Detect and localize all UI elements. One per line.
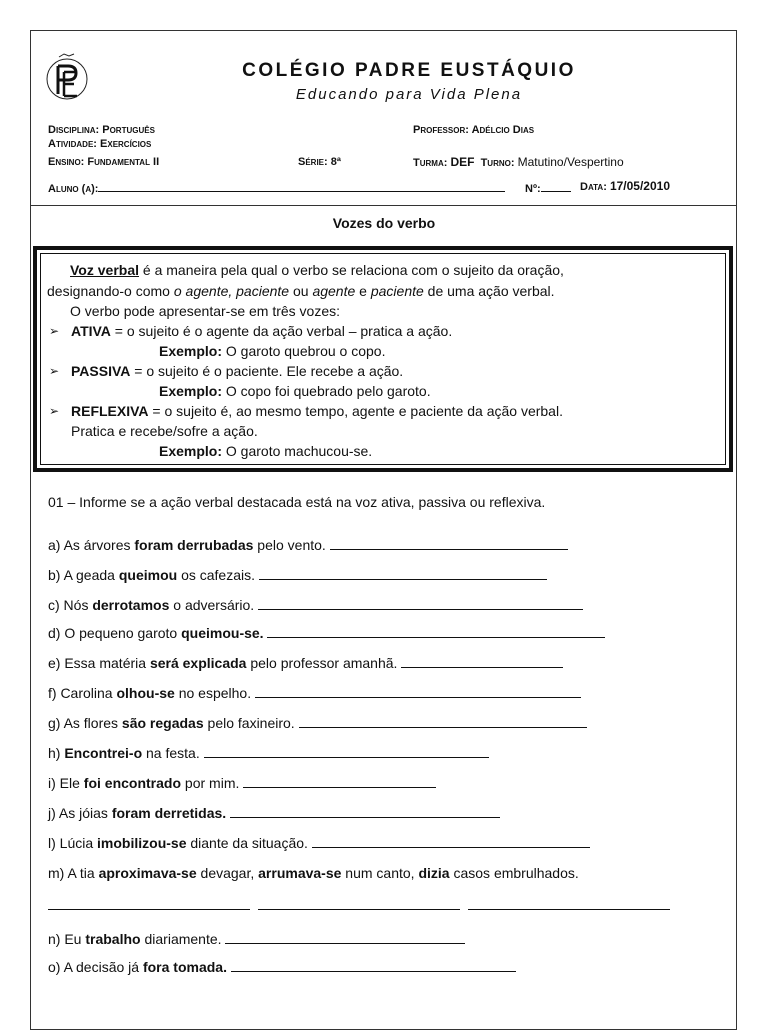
answer-blank[interactable]: [258, 897, 460, 910]
answer-blank[interactable]: [48, 897, 250, 910]
school-motto: Educando para Vida Plena: [295, 86, 523, 103]
disciplina-field: Disciplina: Português: [48, 124, 155, 136]
question-item: g) As flores são regadas pelo faxineiro.: [48, 715, 587, 731]
atividade-field: Atividade: Exercícios: [48, 138, 152, 150]
answer-blank[interactable]: [330, 537, 568, 550]
answer-blank[interactable]: [231, 959, 516, 972]
reflexiva-example: Exemplo: O garoto machucou-se.: [159, 443, 373, 459]
answer-blank[interactable]: [230, 805, 500, 818]
answer-blank[interactable]: [401, 655, 563, 668]
data-field: Data: 17/05/2010: [580, 179, 670, 193]
theory-line-1: Voz verbal é a maneira pela qual o verbo se relaciona com o sujeito da oração,: [70, 262, 564, 278]
answer-blank[interactable]: [225, 931, 465, 944]
question-item: j) As jóias foram derretidas.: [48, 805, 500, 821]
numero-field: Nº:: [525, 179, 571, 195]
answer-blank[interactable]: [312, 835, 590, 848]
professor-field: Professor: Adélcio Dias: [413, 124, 535, 136]
serie-field: Série: 8ª: [298, 156, 341, 168]
reflexiva-definition: REFLEXIVA = o sujeito é, ao mesmo tempo, agente e paciente da ação verbal.: [71, 403, 563, 419]
turma-turno-field: Turma: DEF Turno: Matutino/Vespertino: [413, 155, 624, 169]
theory-line-2: designando-o como o agente, paciente ou agente e paciente de uma ação verbal.: [47, 283, 555, 299]
answer-blank[interactable]: [267, 625, 605, 638]
question-item: d) O pequeno garoto queimou-se.: [48, 625, 605, 641]
arrow-bullet-icon: ➢: [49, 364, 60, 378]
question-item: c) Nós derrotamos o adversário.: [48, 597, 583, 613]
reflexiva-definition-cont: Pratica e recebe/sofre a ação.: [71, 423, 258, 439]
arrow-bullet-icon: ➢: [49, 324, 60, 338]
answer-blank[interactable]: [204, 745, 489, 758]
question-item: o) A decisão já fora tomada.: [48, 959, 516, 975]
answer-blank[interactable]: [468, 897, 670, 910]
answer-blank[interactable]: [299, 715, 587, 728]
header-divider: [31, 205, 736, 206]
ativa-example: Exemplo: O garoto quebrou o copo.: [159, 343, 386, 359]
answer-blank[interactable]: [243, 775, 436, 788]
answer-blank[interactable]: [258, 597, 583, 610]
aluno-field: Aluno (a):: [48, 179, 505, 195]
question-item: b) A geada queimou os cafezais.: [48, 567, 547, 583]
passiva-example: Exemplo: O copo foi quebrado pelo garoto.: [159, 383, 431, 399]
ativa-definition: ATIVA = o sujeito é o agente da ação verbal – pratica a ação.: [71, 323, 453, 339]
exercise-instruction: 01 – Informe se a ação verbal destacada está na voz ativa, passiva ou reflexiva.: [48, 494, 546, 510]
question-item: f) Carolina olhou-se no espelho.: [48, 685, 581, 701]
question-item: e) Essa matéria será explicada pelo professor amanhã.: [48, 655, 563, 671]
question-m-blanks: [48, 897, 670, 913]
answer-blank[interactable]: [255, 685, 581, 698]
question-item-m: m) A tia aproximava-se devagar, arrumava-se num canto, dizia casos embrulhados.: [48, 865, 579, 881]
ensino-field: Ensino: Fundamental II: [48, 156, 160, 168]
passiva-definition: PASSIVA = o sujeito é o paciente. Ele recebe a ação.: [71, 363, 404, 379]
arrow-bullet-icon: ➢: [49, 404, 60, 418]
question-item: a) As árvores foram derrubadas pelo vento.: [48, 537, 568, 553]
question-item: l) Lúcia imobilizou-se diante da situação.: [48, 835, 590, 851]
worksheet-title: Vozes do verbo: [332, 215, 436, 231]
question-item: h) Encontrei-o na festa.: [48, 745, 489, 761]
question-item: i) Ele foi encontrado por mim.: [48, 775, 436, 791]
school-name: COLÉGIO PADRE EUSTÁQUIO: [242, 60, 576, 81]
answer-blank[interactable]: [259, 567, 547, 580]
question-item: n) Eu trabalho diariamente.: [48, 931, 465, 947]
theory-line-3: O verbo pode apresentar-se em três vozes:: [70, 303, 341, 319]
